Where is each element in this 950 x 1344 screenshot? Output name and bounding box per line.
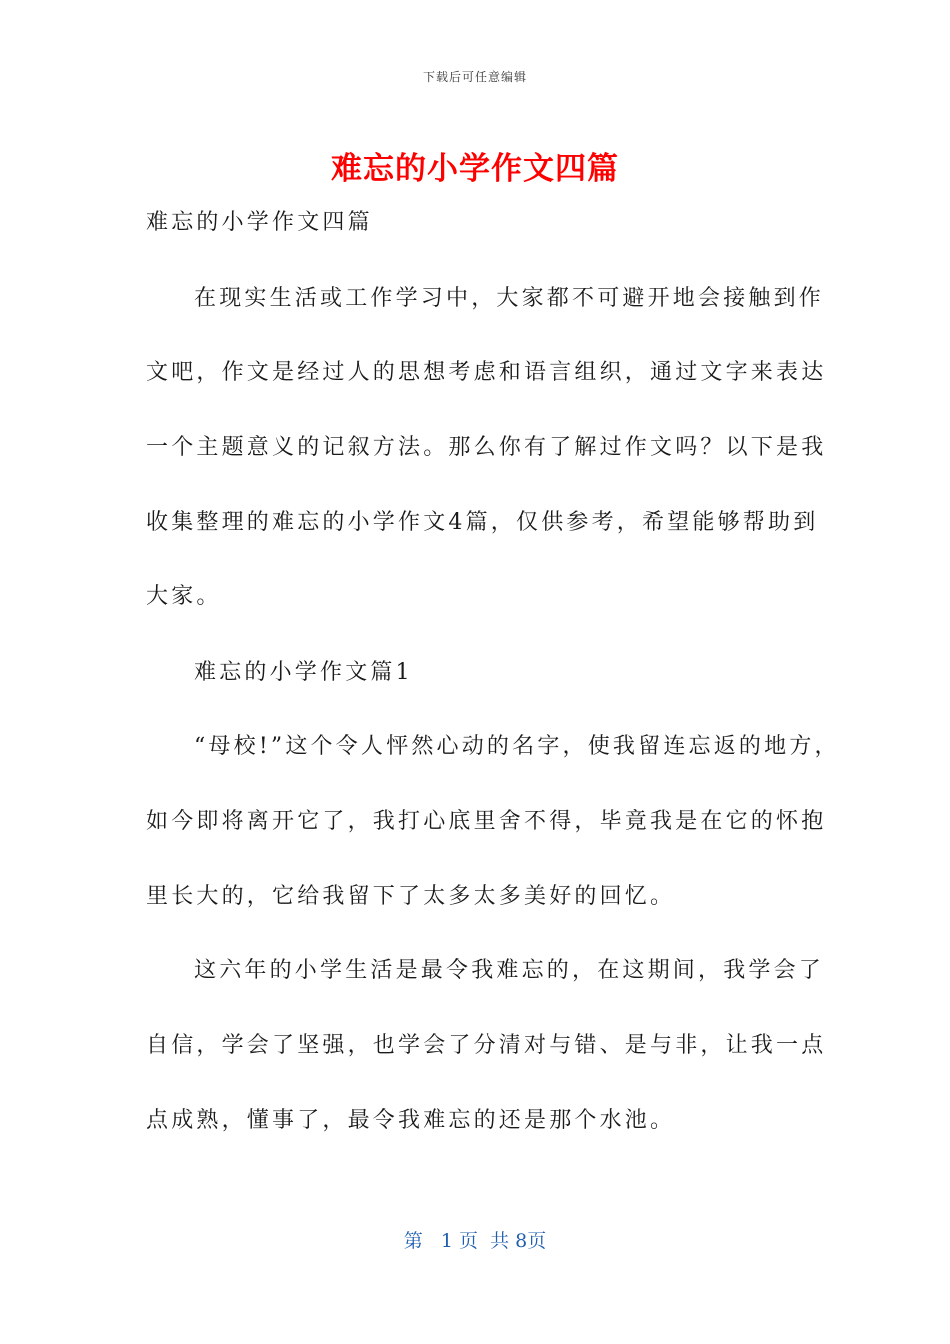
intro-line-3: 一个主题意义的记叙方法。那么你有了解过作文吗？以下是我 xyxy=(146,435,827,460)
header-note: 下载后可任意编辑 xyxy=(422,70,527,84)
section-heading: 难忘的小学作文篇1 xyxy=(194,660,413,685)
intro-line-5: 大家。 xyxy=(146,584,222,609)
document-title: 难忘的小学作文四篇 xyxy=(331,151,619,187)
para1-line-3: 里长大的，它给我留下了太多太多美好的回忆。 xyxy=(146,884,676,909)
para2-line-3: 点成熟，懂事了，最令我难忘的还是那个水池。 xyxy=(146,1108,676,1133)
para1-line-1: “母校!”这个令人怦然心动的名字，使我留连忘返的地方， xyxy=(194,734,840,759)
intro-line-2: 文吧，作文是经过人的思想考虑和语言组织，通过文字来表达 xyxy=(146,360,827,385)
document-subtitle: 难忘的小学作文四篇 xyxy=(146,210,373,235)
intro-line-1: 在现实生活或工作学习中，大家都不可避开地会接触到作 xyxy=(194,286,825,311)
para2-line-1: 这六年的小学生活是最令我难忘的，在这期间，我学会了 xyxy=(194,958,825,983)
para1-line-2: 如今即将离开它了，我打心底里舍不得，毕竟我是在它的怀抱 xyxy=(146,809,827,834)
intro-line-4: 收集整理的难忘的小学作文4篇，仅供参考，希望能够帮助到 xyxy=(146,510,819,535)
para2-line-2: 自信，学会了坚强，也学会了分清对与错、是与非，让我一点 xyxy=(146,1033,827,1058)
page-number-footer: 第 1 页 共 8页 xyxy=(403,1230,547,1252)
